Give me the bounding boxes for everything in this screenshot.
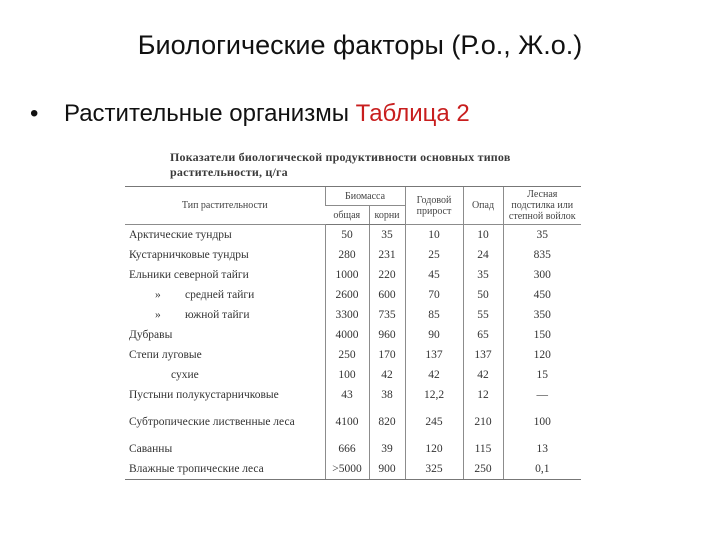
row-name: Ельники северной тайги bbox=[129, 269, 249, 281]
cell-litter-fall: 24 bbox=[463, 245, 503, 265]
table-row bbox=[125, 245, 581, 265]
table-row bbox=[125, 225, 581, 246]
header-biomass-roots: корни bbox=[369, 206, 405, 225]
table-caption-line2: растительности, ц/га bbox=[170, 165, 288, 179]
cell-annual-growth: 120 bbox=[405, 439, 463, 459]
bullet-line bbox=[30, 100, 470, 128]
row-name: Кустарничковые тундры bbox=[129, 249, 249, 261]
cell-annual-growth: 245 bbox=[405, 405, 463, 439]
cell-annual-growth: 10 bbox=[405, 225, 463, 246]
row-name bbox=[125, 305, 325, 325]
header-biomass-total: общая bbox=[325, 206, 369, 225]
cell-biomass-total: 2600 bbox=[325, 285, 369, 305]
cell-biomass-roots: 600 bbox=[369, 285, 405, 305]
cell-biomass-total: 4000 bbox=[325, 325, 369, 345]
table-row bbox=[125, 439, 581, 459]
cell-biomass-roots: 38 bbox=[369, 385, 405, 405]
cell-litter-fall: 35 bbox=[463, 265, 503, 285]
cell-forest-litter: 35 bbox=[503, 225, 581, 246]
table-caption-line1: Показатели биологической продуктивности основных типов bbox=[170, 150, 511, 164]
cell-forest-litter: 15 bbox=[503, 365, 581, 385]
row-name: Саванны bbox=[129, 443, 173, 455]
ditto-mark: » bbox=[155, 289, 161, 301]
cell-annual-growth: 85 bbox=[405, 305, 463, 325]
cell-biomass-roots: 820 bbox=[369, 405, 405, 439]
cell-litter-fall: 50 bbox=[463, 285, 503, 305]
cell-annual-growth: 12,2 bbox=[405, 385, 463, 405]
cell-biomass-roots: 231 bbox=[369, 245, 405, 265]
table-row bbox=[125, 385, 581, 405]
cell-forest-litter: 120 bbox=[503, 345, 581, 365]
row-name bbox=[125, 285, 325, 305]
cell-annual-growth: 25 bbox=[405, 245, 463, 265]
table-body bbox=[125, 225, 581, 480]
cell-biomass-roots: 170 bbox=[369, 345, 405, 365]
cell-forest-litter: 150 bbox=[503, 325, 581, 345]
row-name bbox=[125, 365, 325, 385]
cell-litter-fall: 65 bbox=[463, 325, 503, 345]
table-row bbox=[125, 459, 581, 480]
cell-forest-litter: 300 bbox=[503, 265, 581, 285]
cell-litter-fall: 250 bbox=[463, 459, 503, 480]
cell-annual-growth: 325 bbox=[405, 459, 463, 480]
cell-biomass-total: 4100 bbox=[325, 405, 369, 439]
cell-litter-fall: 42 bbox=[463, 365, 503, 385]
header-forest-litter: Лесная подстилка или степной войлок bbox=[503, 187, 581, 225]
slide-title: Биологические факторы (Р.о., Ж.о.) bbox=[137, 30, 583, 60]
cell-annual-growth: 90 bbox=[405, 325, 463, 345]
table-scan bbox=[125, 150, 585, 480]
ditto-mark: » bbox=[155, 309, 161, 321]
cell-annual-growth: 42 bbox=[405, 365, 463, 385]
cell-biomass-total: 250 bbox=[325, 345, 369, 365]
row-name: Пустыни полукустарничковые bbox=[129, 389, 279, 401]
productivity-table bbox=[125, 186, 581, 480]
header-biomass: Биомасса bbox=[325, 187, 405, 206]
table-row bbox=[125, 405, 581, 439]
header-litter-fall: Опад bbox=[463, 187, 503, 225]
cell-litter-fall: 10 bbox=[463, 225, 503, 246]
table-row bbox=[125, 325, 581, 345]
row-name-text: средней тайги bbox=[185, 289, 255, 301]
cell-annual-growth: 45 bbox=[405, 265, 463, 285]
cell-forest-litter: 0,1 bbox=[503, 459, 581, 480]
table-row bbox=[125, 265, 581, 285]
cell-biomass-roots: 735 bbox=[369, 305, 405, 325]
row-name: Дубравы bbox=[129, 329, 173, 341]
cell-biomass-roots: 960 bbox=[369, 325, 405, 345]
row-name: Субтропические лиственные леса bbox=[129, 416, 295, 428]
cell-forest-litter: 13 bbox=[503, 439, 581, 459]
row-name: Арктические тундры bbox=[129, 229, 232, 241]
cell-biomass-roots: 900 bbox=[369, 459, 405, 480]
header-annual-growth: Годовой прирост bbox=[405, 187, 463, 225]
bullet-text: Растительные организмы bbox=[64, 100, 349, 127]
cell-forest-litter: 450 bbox=[503, 285, 581, 305]
cell-forest-litter: — bbox=[503, 385, 581, 405]
row-name-text: сухие bbox=[171, 369, 199, 381]
row-name: Влажные тропические леса bbox=[125, 459, 325, 480]
cell-biomass-total: >5000 bbox=[325, 459, 369, 480]
cell-forest-litter: 100 bbox=[503, 405, 581, 439]
cell-biomass-roots: 42 bbox=[369, 365, 405, 385]
cell-litter-fall: 55 bbox=[463, 305, 503, 325]
cell-annual-growth: 70 bbox=[405, 285, 463, 305]
row-name: Степи луговые bbox=[129, 349, 202, 361]
bullet-dot: • bbox=[30, 100, 39, 127]
cell-forest-litter: 350 bbox=[503, 305, 581, 325]
cell-litter-fall: 210 bbox=[463, 405, 503, 439]
cell-biomass-roots: 35 bbox=[369, 225, 405, 246]
cell-biomass-total: 280 bbox=[325, 245, 369, 265]
row-name-text: южной тайги bbox=[185, 309, 250, 321]
table-row bbox=[125, 365, 581, 385]
table-row bbox=[125, 345, 581, 365]
table-caption bbox=[170, 150, 585, 180]
cell-biomass-roots: 220 bbox=[369, 265, 405, 285]
table-row bbox=[125, 285, 581, 305]
cell-forest-litter: 835 bbox=[503, 245, 581, 265]
cell-biomass-total: 50 bbox=[325, 225, 369, 246]
cell-annual-growth: 137 bbox=[405, 345, 463, 365]
cell-biomass-roots: 39 bbox=[369, 439, 405, 459]
cell-litter-fall: 12 bbox=[463, 385, 503, 405]
cell-biomass-total: 43 bbox=[325, 385, 369, 405]
table-reference: Таблица 2 bbox=[355, 100, 470, 127]
header-vegetation-type: Тип растительности bbox=[125, 187, 325, 225]
cell-biomass-total: 100 bbox=[325, 365, 369, 385]
cell-litter-fall: 115 bbox=[463, 439, 503, 459]
cell-litter-fall: 137 bbox=[463, 345, 503, 365]
cell-biomass-total: 666 bbox=[325, 439, 369, 459]
cell-biomass-total: 1000 bbox=[325, 265, 369, 285]
cell-biomass-total: 3300 bbox=[325, 305, 369, 325]
table-row bbox=[125, 305, 581, 325]
